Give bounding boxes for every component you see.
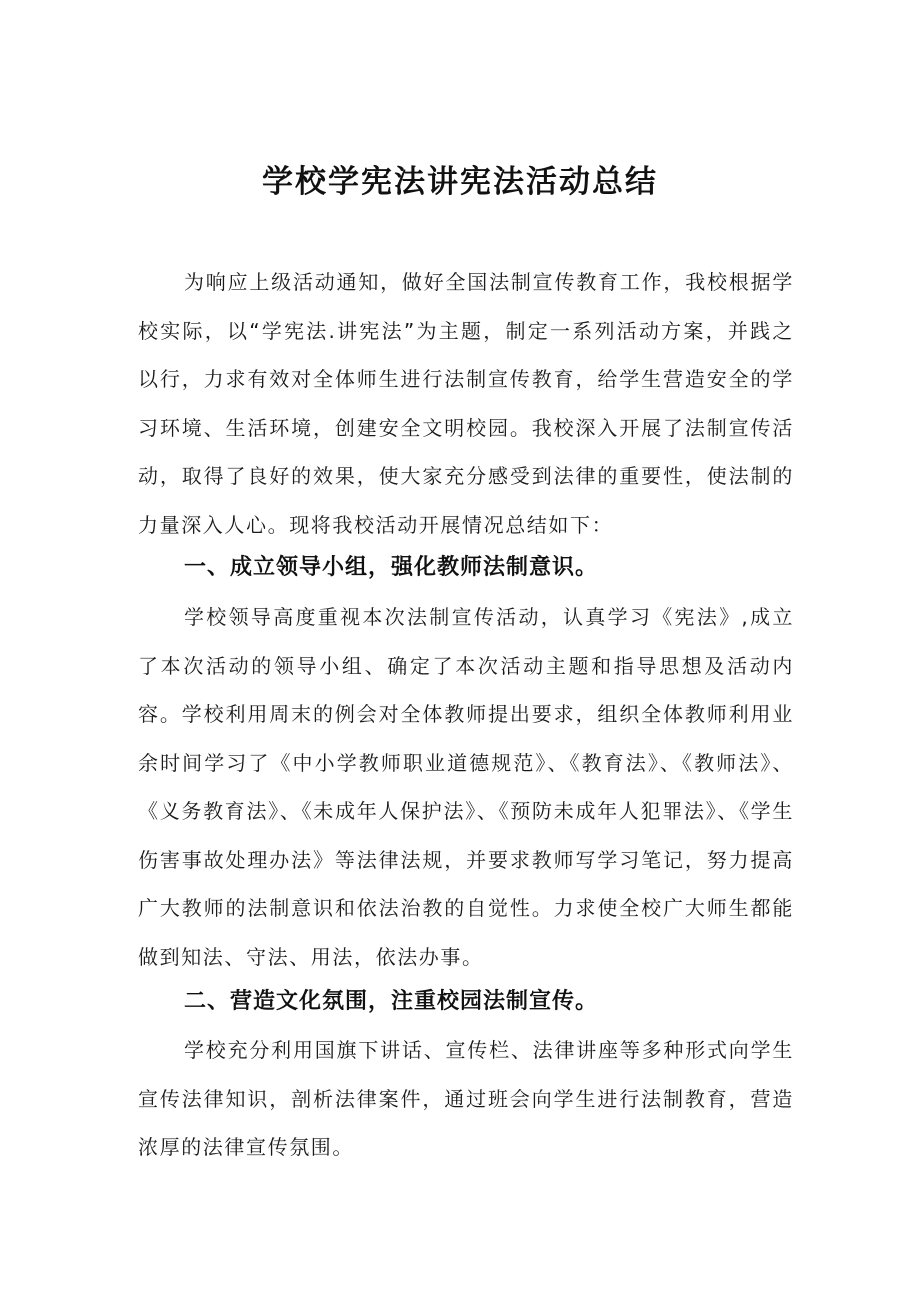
document-title: 学校学宪法讲宪法活动总结 [262,164,658,200]
intro-paragraph: 为响应上级活动通知，做好全国法制宣传教育工作，我校根据学校实际，以“学宪法.讲宪法”为主题，制定一系列活动方案，并践之以行，力求有效对全体师生进行法制宣传教育，给学生营造安全的学习环境、生活环境，创建安全文明校园。我校深入开展了法制宣传活动，取得了良好的效果，使大家充分感受到法律的重要性，使法制的力量深入人心。现将我校活动开展情况总结如下： [138,270,794,537]
section-1-paragraph: 学校领导高度重视本次法制宣传活动，认真学习《宪法》,成立了本次活动的领导小组、确定了本次活动主题和指导思想及活动内容。学校利用周末的例会对全体教师提出要求，组织全体教师利用业余时间学习了《中小学教师职业道德规范》、《教育法》、《教师法》、《义务教育法》、《未成年人保护法》、《预防未成年人犯罪法》、《学生伤害事故处理办法》等法律法规，并要求教师写学习笔记，努力提高广大教师的法制意识和依法治教的自觉性。力求使全校广大师生都能做到知法、守法、用法，依法办事。 [138,605,794,969]
section-2-heading: 二、营造文化氛围，注重校园法制宣传。 [184,989,599,1014]
section-2-paragraph: 学校充分利用国旗下讲话、宣传栏、法律讲座等多种形式向学生宣传法律知识，剖析法律案件，通过班会向学生进行法制教育，营造浓厚的法律宣传氛围。 [138,1038,794,1159]
section-1-heading: 一、成立领导小组，强化教师法制意识。 [184,555,599,580]
